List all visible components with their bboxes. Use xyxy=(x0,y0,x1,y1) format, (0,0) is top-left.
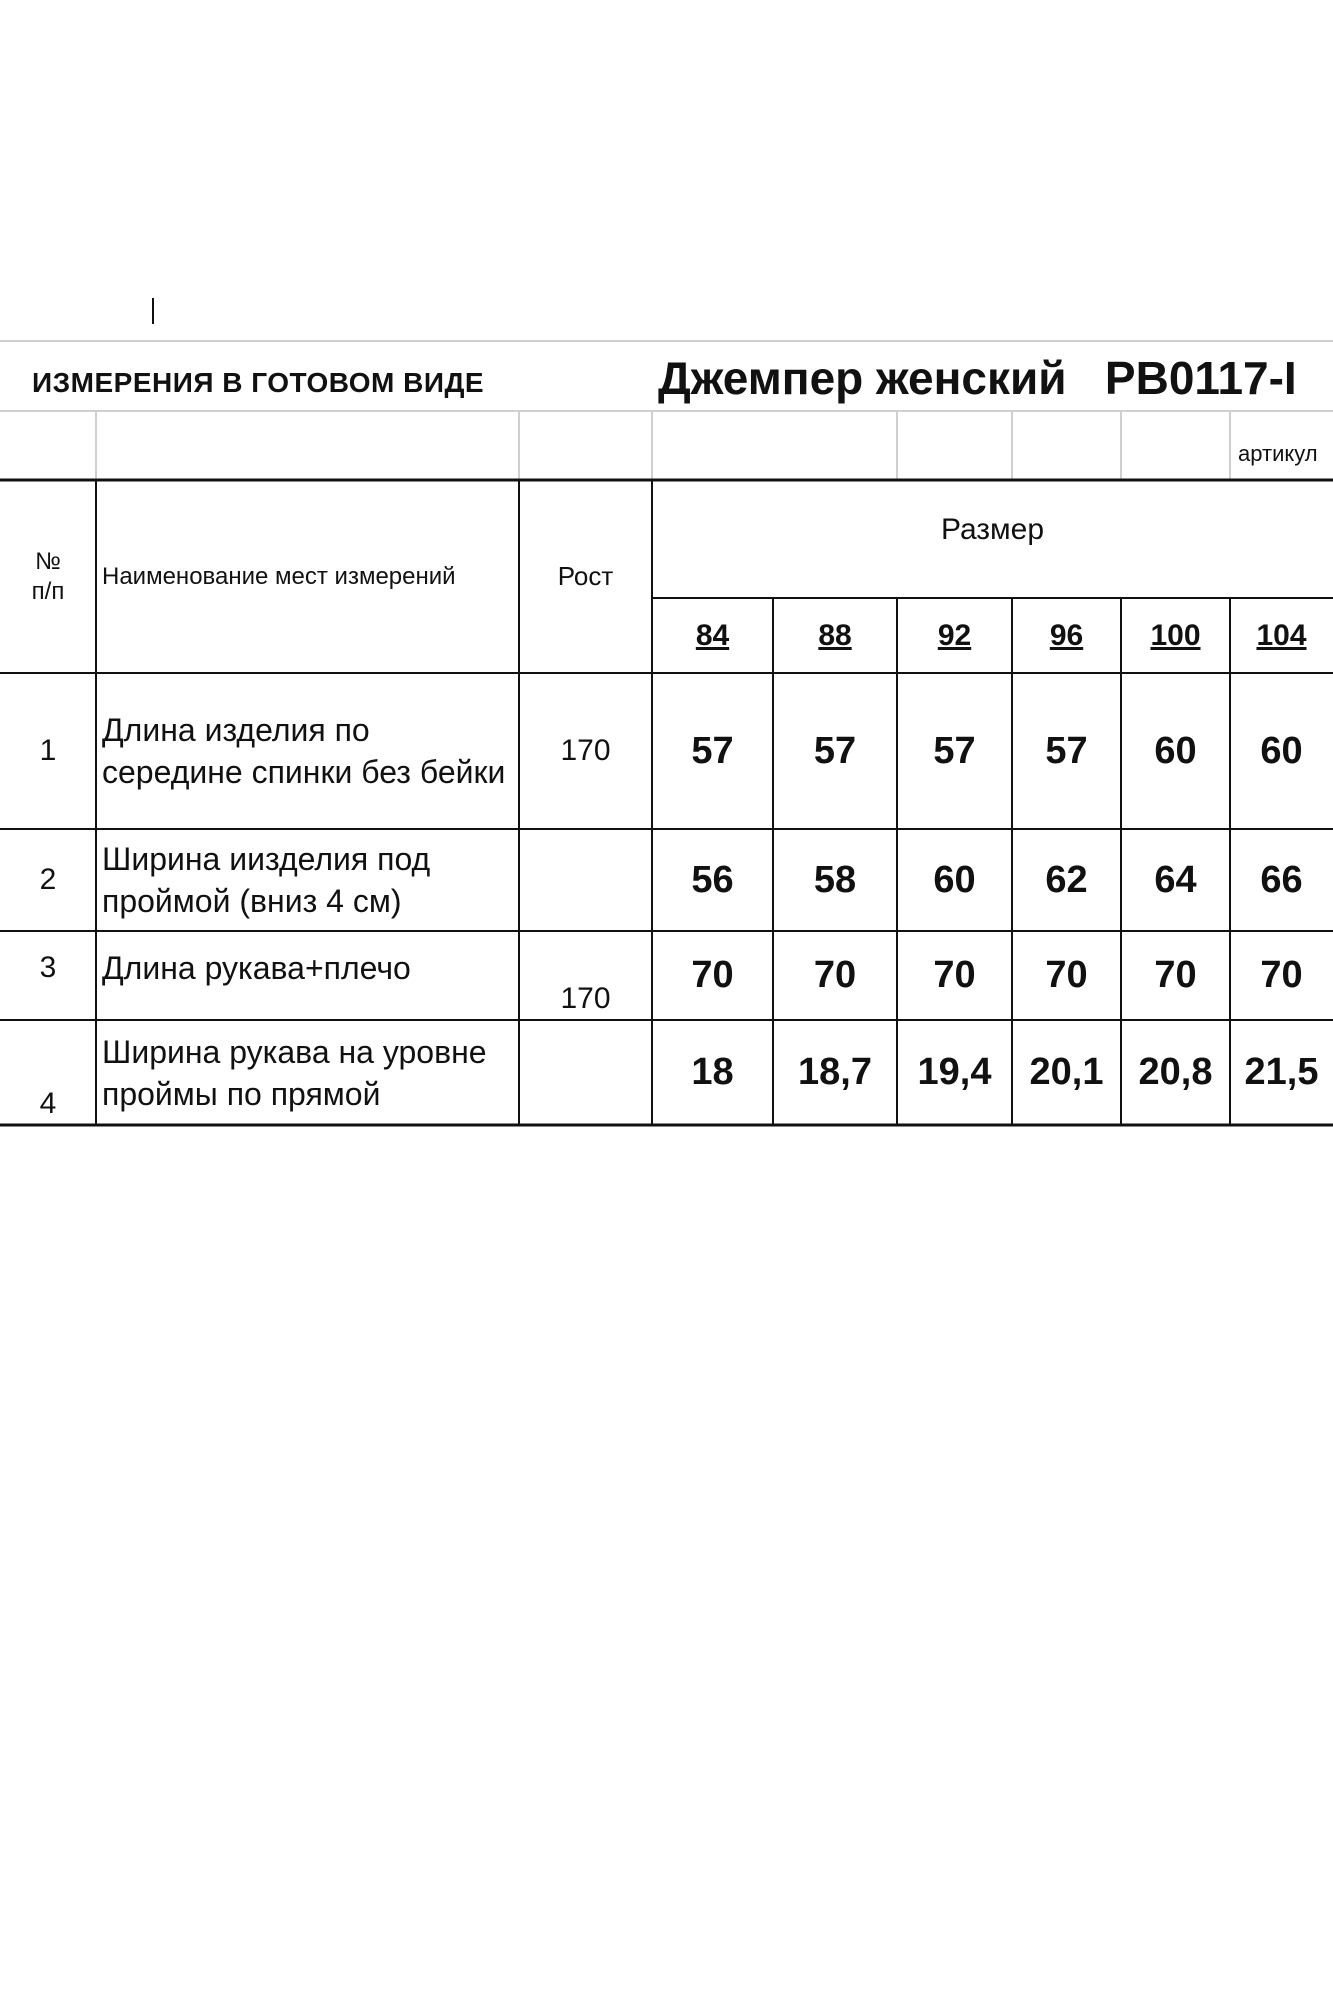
row-1-value-84: 57 xyxy=(691,729,734,772)
row-2-value-84: 56 xyxy=(691,858,734,901)
row-1-value-88: 57 xyxy=(813,729,857,772)
size-header-104: 104 xyxy=(1256,618,1307,652)
column-header-name: Наименование мест измерений xyxy=(102,562,456,590)
row-2-value-88: 58 xyxy=(813,858,857,901)
row-1-value-96: 57 xyxy=(1045,729,1088,772)
text-cursor-mark xyxy=(152,298,154,324)
row-2-value-104: 66 xyxy=(1260,858,1303,901)
size-header-96: 96 xyxy=(1049,618,1084,652)
product-name: Джемпер женский xyxy=(658,352,1067,404)
row-2-value-92: 60 xyxy=(933,858,976,901)
row-4-number: 4 xyxy=(39,1087,57,1120)
row-2-value-96: 62 xyxy=(1045,858,1088,901)
size-header-100: 100 xyxy=(1150,618,1201,652)
row-4-value-96: 20,1 xyxy=(1029,1051,1104,1093)
measurement-sheet xyxy=(0,339,1333,1129)
row-1-value-104: 60 xyxy=(1260,729,1303,772)
column-header-number-line1: № xyxy=(35,547,61,575)
product-title xyxy=(658,351,1297,405)
row-3-value-88: 70 xyxy=(813,954,857,996)
row-2-value-100: 64 xyxy=(1154,858,1197,901)
row-3-value-104: 70 xyxy=(1260,954,1303,996)
article-label: артикул xyxy=(1238,441,1318,466)
size-header-92: 92 xyxy=(937,618,972,652)
row-4-value-84: 18 xyxy=(691,1051,734,1093)
column-header-size: Размер xyxy=(940,513,1045,546)
row-4-value-88: 18,7 xyxy=(798,1051,872,1093)
column-header-height: Рост xyxy=(557,561,614,591)
column-header-number-line2: п/п xyxy=(31,577,65,605)
size-header-84: 84 xyxy=(695,618,730,652)
row-4-value-104: 21,5 xyxy=(1244,1051,1319,1093)
column-header-number xyxy=(0,480,96,673)
row-4-name: Ширина рукава на уровне проймы по прямой xyxy=(102,1033,487,1112)
size-header-88: 88 xyxy=(818,618,852,652)
row-4-value-100: 20,8 xyxy=(1138,1051,1213,1093)
row-2-height xyxy=(519,829,652,931)
row-4-height xyxy=(519,1020,652,1125)
row-3-number: 3 xyxy=(39,951,57,984)
row-1-name: Длина изделия по середине спинки без бейки xyxy=(102,712,506,790)
article-code: PB0117-I xyxy=(1104,352,1297,404)
row-3-height: 170 xyxy=(560,982,611,1015)
row-3-value-84: 70 xyxy=(691,954,734,996)
row-3-value-100: 70 xyxy=(1154,954,1197,996)
row-1-number: 1 xyxy=(39,734,57,767)
sheet-title: ИЗМЕРЕНИЯ В ГОТОВОМ ВИДЕ xyxy=(32,367,485,398)
row-3-value-92: 70 xyxy=(933,954,976,996)
row-1-height: 170 xyxy=(560,734,611,767)
row-1-value-100: 60 xyxy=(1154,729,1197,772)
row-2-name: Ширина иизделия под проймой (вниз 4 см) xyxy=(102,841,431,919)
row-1-value-92: 57 xyxy=(933,729,976,772)
row-3-name: Длина рукава+плечо xyxy=(102,950,411,986)
row-2-number: 2 xyxy=(39,863,57,896)
row-4-value-92: 19,4 xyxy=(917,1051,992,1093)
row-3-value-96: 70 xyxy=(1045,954,1088,996)
